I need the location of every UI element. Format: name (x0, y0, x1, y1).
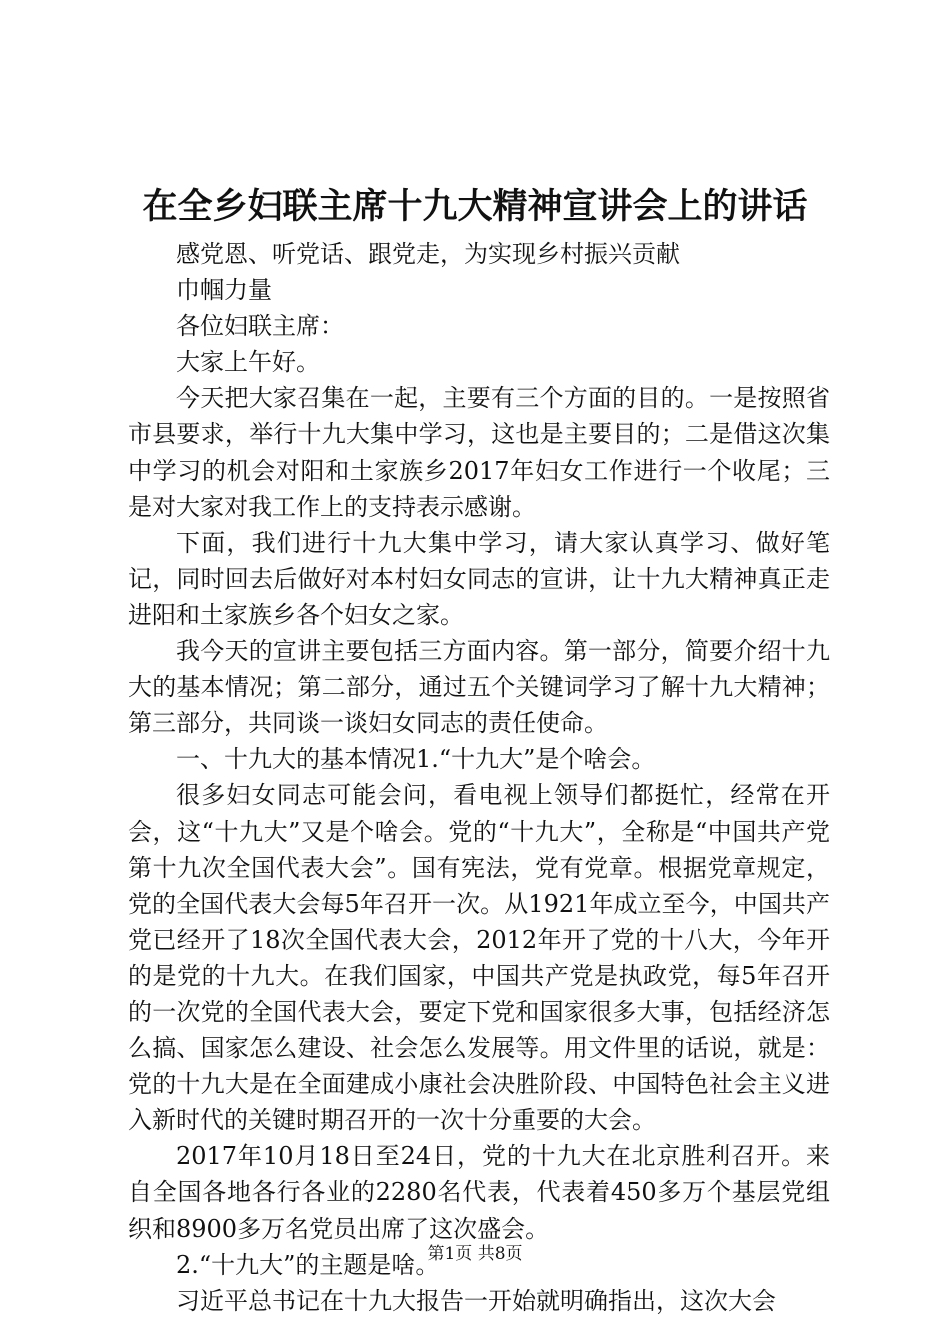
paragraph-outline: 我今天的宣讲主要包括三方面内容。第一部分，简要介绍十九大的基本情况；第二部分，通过五个关键词学习了解十九大精神；第三部分，共同谈一谈妇女同志的责任使命。 (128, 637, 830, 738)
paragraph-purpose: 今天把大家召集在一起，主要有三个方面的目的。一是按照省市县要求，举行十九大集中学习，这也是主要目的；二是借这次集中学习的机会对阳和土家族乡2017年妇女工作进行一个收尾；三是对大家对我工作上的支持表示感谢。 (128, 384, 830, 521)
greeting: 大家上午好。 (176, 348, 320, 377)
paragraph-congress-date: 2017年10月18日至24日，党的十九大在北京胜利召开。来自全国各地各行各业的2280名代表，代表着450多万个基层党组织和8900多万名党员出席了这次盛会。 (128, 1142, 830, 1243)
section-heading-1: 一、十九大的基本情况1.“十九大”是个啥会。 (176, 745, 656, 774)
paragraph-congress-intro: 很多妇女同志可能会问，看电视上领导们都挺忙，经常在开会，这“十九大”又是个啥会。党的“十九大”，全称是“中国共产党第十九次全国代表大会”。国有宪法，党有党章。根据党章规定，党的全国代表大会每5年召开一次。从1921年成立至今，中国共产党已经开了18次全国代表大会，2012年开了党的十八大，今年开的是党的十九大。在我们国家，中国共产党是执政党，每5年召开的一次党的全国代表大会，要定下党和国家很多大事，包括经济怎么搞、国家怎么建设、社会怎么发展等。用文件里的话说，就是：党的十九大是在全面建成小康社会决胜阶段、中国特色社会主义进入新时代的关键时期召开的一次十分重要的大会。 (128, 781, 830, 1135)
salutation: 各位妇联主席： (176, 312, 344, 341)
section-heading-2: 2.“十九大”的主题是啥。 (176, 1250, 440, 1279)
paragraph-study: 下面，我们进行十九大集中学习，请大家认真学习、做好笔记，同时回去后做好对本村妇女同志的宣讲，让十九大精神真正走进阳和土家族乡各个妇女之家。 (128, 528, 830, 629)
document-body (128, 236, 830, 1319)
document-title: 在全乡妇联主席十九大精神宣讲会上的讲话 (142, 186, 808, 227)
paragraph-theme: 习近平总书记在十九大报告一开始就明确指出，这次大会 (176, 1286, 776, 1315)
subtitle-line-2: 巾帼力量 (176, 276, 272, 305)
subtitle-line-1: 感党恩、听党话、跟党走，为实现乡村振兴贡献 (176, 240, 680, 268)
page-number: 第1页 共8页 (427, 1244, 523, 1264)
